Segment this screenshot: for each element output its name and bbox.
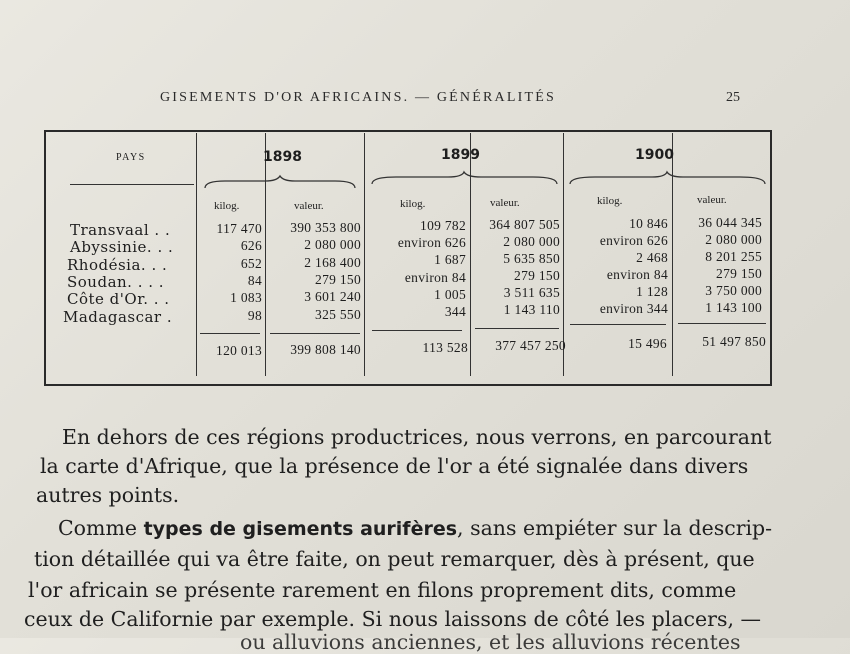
subheader-kilog-1900: kilog. bbox=[597, 195, 623, 207]
cell-kilog-1899: 109 782 bbox=[420, 218, 466, 233]
column-rule bbox=[196, 133, 197, 376]
cell-kilog-1898: 84 bbox=[247, 273, 262, 288]
cell-valeur-1900: 1 143 100 bbox=[705, 300, 762, 315]
total-valeur-1898: 399 808 140 bbox=[290, 342, 361, 357]
brace-1898 bbox=[205, 176, 355, 190]
body-line: l'or africain se présente rarement en filons proprement dits, comme bbox=[28, 578, 737, 602]
header-pays: PAYS bbox=[116, 152, 146, 163]
cell-kilog-1899: environ 84 bbox=[404, 270, 466, 285]
cell-kilog-1898: 117 470 bbox=[216, 221, 262, 236]
header-year-1899: 1899 bbox=[441, 147, 480, 163]
cell-valeur-1898: 390 353 800 bbox=[290, 220, 361, 235]
cell-valeur-1898: 2 168 400 bbox=[304, 255, 361, 270]
cell-kilog-1898: 652 bbox=[240, 256, 262, 271]
header-rule bbox=[70, 184, 194, 185]
subheader-kilog-1899: kilog. bbox=[400, 198, 426, 210]
cell-kilog-1898: 1 083 bbox=[230, 290, 262, 305]
cell-kilog-1900: environ 84 bbox=[606, 267, 668, 282]
cell-kilog-1900: 2 468 bbox=[636, 250, 668, 265]
cell-valeur-1898: 2 080 000 bbox=[304, 237, 361, 252]
country-cell: Transvaal . . bbox=[70, 221, 171, 239]
brace-1899 bbox=[372, 172, 557, 186]
bold-term: types de gisements aurifères bbox=[143, 518, 458, 540]
cell-valeur-1898: 279 150 bbox=[315, 272, 361, 287]
cell-valeur-1898: 325 550 bbox=[315, 307, 361, 322]
cell-kilog-1899: 344 bbox=[444, 304, 466, 319]
cell-valeur-1899: 364 807 505 bbox=[489, 217, 560, 232]
total-kilog-1899: 113 528 bbox=[422, 340, 468, 355]
country-cell: Madagascar . bbox=[63, 308, 173, 326]
cell-valeur-1898: 3 601 240 bbox=[304, 289, 361, 304]
subheader-valeur-1899: valeur. bbox=[490, 197, 520, 209]
brace-1900 bbox=[570, 172, 765, 186]
cell-valeur-1899: 279 150 bbox=[514, 268, 560, 283]
body-line: la carte d'Afrique, que la présence de l'or a été signalée dans divers bbox=[40, 454, 749, 478]
total-kilog-1900: 15 496 bbox=[628, 336, 667, 351]
cell-valeur-1900: 2 080 000 bbox=[705, 232, 762, 247]
total-valeur-1900: 51 497 850 bbox=[702, 334, 766, 349]
body-line bbox=[58, 516, 772, 540]
body-line: autres points. bbox=[36, 483, 180, 507]
cell-valeur-1900: 36 044 345 bbox=[698, 215, 762, 230]
running-head: GISEMENTS D'OR AFRICAINS. — GÉNÉRALITÉS bbox=[160, 90, 556, 105]
cell-kilog-1899: 1 005 bbox=[434, 287, 466, 302]
body-line: ceux de Californie par exemple. Si nous laissons de côté les placers, — bbox=[24, 607, 762, 631]
subheader-kilog-1898: kilog. bbox=[214, 200, 240, 212]
cell-valeur-1899: 2 080 000 bbox=[503, 234, 560, 249]
subheader-valeur-1900: valeur. bbox=[697, 194, 727, 206]
total-valeur-1899: 377 457 250 bbox=[495, 338, 566, 353]
cell-kilog-1900: 10 846 bbox=[629, 216, 668, 231]
cell-valeur-1900: 3 750 000 bbox=[705, 283, 762, 298]
header-year-1898: 1898 bbox=[263, 149, 302, 165]
total-rule bbox=[270, 333, 360, 334]
country-cell: Soudan. . . . bbox=[67, 273, 165, 291]
cell-valeur-1899: 5 635 850 bbox=[503, 251, 560, 266]
cell-kilog-1898: 98 bbox=[247, 308, 262, 323]
total-rule bbox=[678, 323, 766, 324]
country-cell: Rhodésia. . . bbox=[67, 256, 168, 274]
total-rule bbox=[570, 324, 666, 325]
header-year-1900: 1900 bbox=[635, 147, 674, 163]
page-number: 25 bbox=[726, 90, 740, 105]
subheader-valeur-1898: valeur. bbox=[294, 200, 324, 212]
cell-valeur-1900: 279 150 bbox=[716, 266, 762, 281]
cell-kilog-1899: environ 626 bbox=[397, 235, 466, 250]
cell-kilog-1898: 626 bbox=[240, 238, 262, 253]
cell-kilog-1900: 1 128 bbox=[636, 284, 668, 299]
country-cell: Abyssinie. . . bbox=[70, 238, 174, 256]
total-rule bbox=[372, 330, 462, 331]
cell-kilog-1899: 1 687 bbox=[434, 252, 466, 267]
body-text-span: , sans empiéter sur la descrip- bbox=[457, 516, 773, 540]
cell-valeur-1899: 1 143 110 bbox=[503, 302, 560, 317]
total-rule bbox=[475, 328, 559, 329]
total-kilog-1898: 120 013 bbox=[216, 343, 262, 358]
body-text-span: Comme bbox=[58, 516, 144, 540]
body-line: En dehors de ces régions productrices, nous verrons, en parcourant bbox=[62, 425, 772, 449]
cell-valeur-1899: 3 511 635 bbox=[503, 285, 560, 300]
cell-kilog-1900: environ 344 bbox=[599, 301, 668, 316]
body-line-partial: ou alluvions anciennes, et les alluvions récentes bbox=[240, 630, 741, 654]
cell-valeur-1900: 8 201 255 bbox=[705, 249, 762, 264]
body-line: tion détaillée qui va être faite, on peut remarquer, dès à présent, que bbox=[34, 547, 755, 571]
total-rule bbox=[200, 333, 260, 334]
country-cell: Côte d'Or. . . bbox=[67, 290, 170, 308]
cell-kilog-1900: environ 626 bbox=[599, 233, 668, 248]
